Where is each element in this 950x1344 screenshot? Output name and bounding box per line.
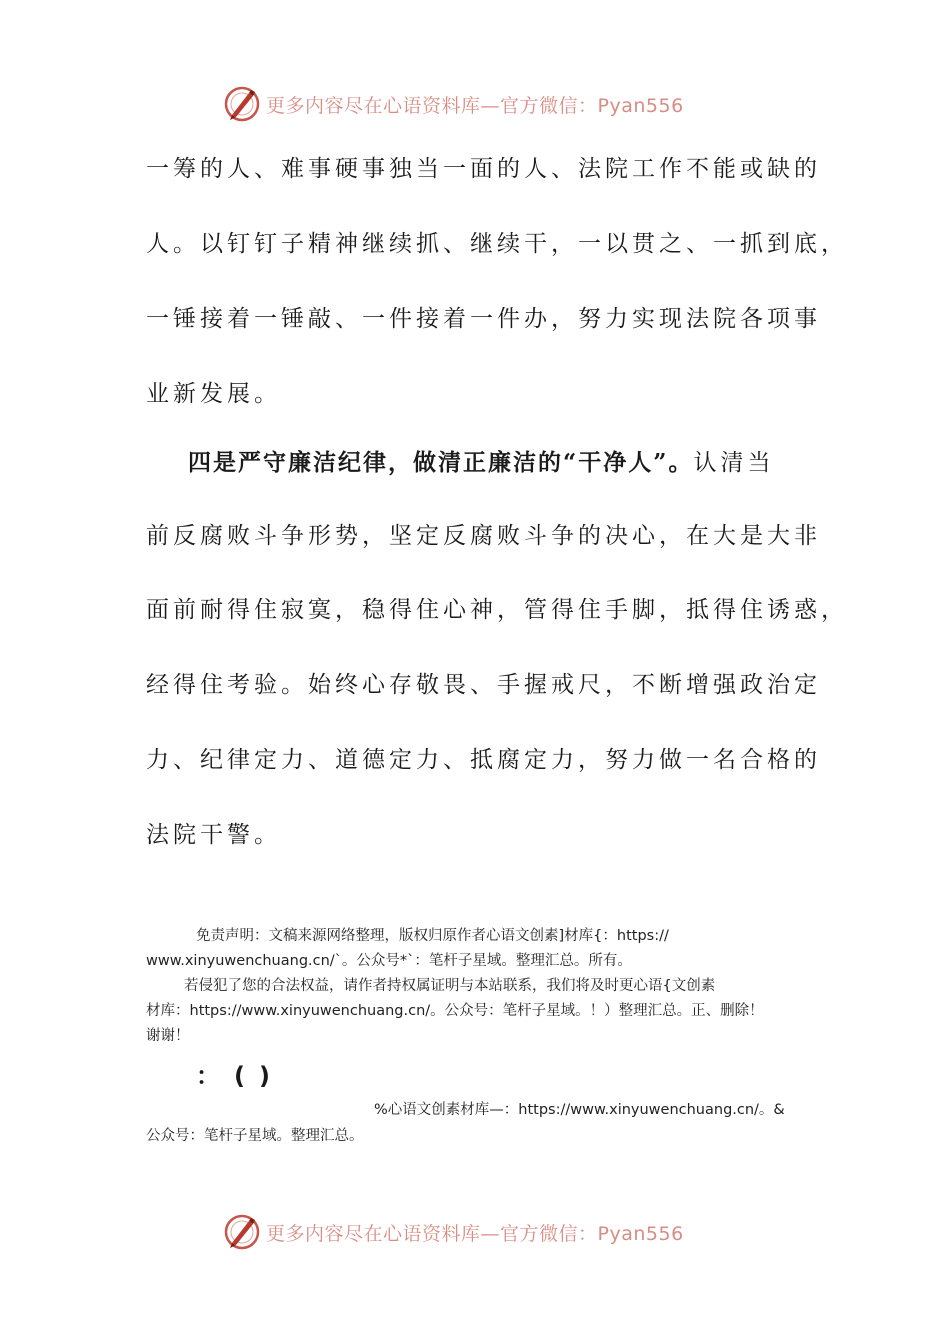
pen-nib-logo-icon	[222, 84, 262, 124]
body-line: 前反腐败斗争形势，坚定反腐败斗争的决心，在大是大非	[146, 523, 821, 549]
body-line: 经得住考验。始终心存敬畏、手握戒尺，不断增强政治定	[146, 672, 821, 698]
disclaimer-line: 材库：https://www.xinyuwenchuang.cn/。公众号：笔杆子星域。！）整理汇总。正、删除！	[146, 1003, 764, 1019]
body-line: 法院干警。	[146, 822, 281, 848]
footer-banner-text	[266, 1219, 684, 1246]
body-line: 面前耐得住寂寞，稳得住心神，管得住手脚，抵得住诱惑，	[146, 597, 848, 623]
body-line: 一锤接着一锤敲、一件接着一件办，努力实现法院各项事	[146, 306, 821, 332]
body-line: 力、纪律定力、道德定力、抵腐定力，努力做一名合格的	[146, 747, 821, 773]
body-line: 业新发展。	[146, 381, 281, 407]
source-note-line: 公众号：笔杆子星域。整理汇总。	[146, 1128, 364, 1144]
section-first-line	[188, 451, 774, 475]
header-wechat-id: Pyan556	[597, 94, 684, 117]
source-note-line: %心语文创素材库—：https://www.xinyuwenchuang.cn/。&	[374, 1102, 785, 1118]
bracket-line: ：()	[196, 1062, 284, 1090]
disclaimer-line: 免责声明：文稿来源网络整理，版权归原作者心语文创素]材库{：https://	[196, 928, 669, 944]
footer-wechat-id: Pyan556	[597, 1222, 684, 1245]
disclaimer-line: 若侵犯了您的合法权益，请作者持权属证明与本站联系，我们将及时更心语{文创素	[184, 978, 716, 994]
header-banner-text	[266, 91, 684, 118]
disclaimer-line: www.xinyuwenchuang.cn/`。公众号*`：笔杆子星域。整理汇总。所有。	[146, 953, 632, 969]
pen-nib-logo-icon	[222, 1212, 262, 1252]
section-heading: 四是严守廉洁纪律，做清正廉洁的“干净人”。	[188, 449, 694, 476]
footer-banner	[222, 1210, 742, 1254]
header-banner	[222, 82, 742, 126]
body-line: 一筹的人、难事硬事独当一面的人、法院工作不能或缺的	[146, 156, 821, 182]
body-line: 人。以钉钉子精神继续抓、继续干，一以贯之、一抓到底，	[146, 231, 848, 257]
header-banner-label: 更多内容尽在心语资料库—官方微信：	[266, 94, 598, 117]
footer-banner-label: 更多内容尽在心语资料库—官方微信：	[266, 1222, 598, 1245]
section-heading-rest: 认清当	[693, 450, 775, 476]
disclaimer-line: 谢谢！	[146, 1028, 190, 1044]
